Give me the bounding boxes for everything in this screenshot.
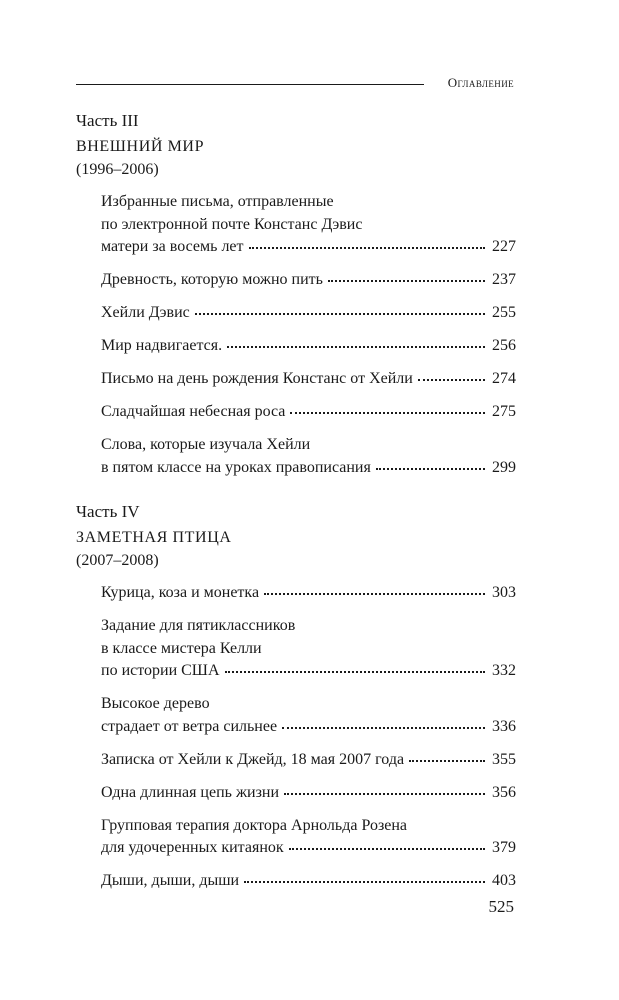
toc-entry-title-line: по электронной почте Констанс Дэвис — [101, 215, 363, 233]
part-section — [76, 109, 516, 490]
part-section — [76, 500, 516, 903]
toc-entry-title-line: Древность, которую можно пить — [101, 271, 323, 288]
part-years: (2007–2008) — [76, 552, 159, 569]
toc-entry-title-line: матери за восемь лет — [101, 238, 244, 255]
toc-entry-page: 256 — [492, 337, 516, 354]
toc-entry-title-line: Курица, коза и монетка — [101, 584, 260, 601]
toc-entry[interactable] — [101, 749, 516, 772]
dot-leader — [289, 848, 485, 850]
dot-leader — [409, 760, 485, 762]
part-label: Часть IV — [76, 502, 140, 521]
toc-entry[interactable] — [101, 191, 516, 259]
dot-leader — [328, 280, 485, 282]
toc-entry[interactable] — [101, 693, 516, 738]
toc-entry[interactable] — [101, 434, 516, 479]
page-number: 525 — [488, 897, 514, 916]
header-rule — [76, 84, 424, 85]
toc-entry-title-line: страдает от ветра сильнее — [101, 717, 278, 735]
dot-leader — [244, 881, 485, 883]
toc-entry-title-line: Задание для пятиклассников — [101, 617, 296, 634]
toc-entry-page: 227 — [492, 238, 516, 255]
toc-entry-page: 355 — [492, 750, 516, 768]
toc-entry-page: 379 — [492, 839, 516, 856]
toc-entries — [76, 191, 516, 479]
toc-entry-title-line: в пятом классе на уроках правописания — [101, 458, 371, 476]
part-name: ЗАМЕТНАЯ ПТИЦА — [76, 529, 232, 546]
toc-entry[interactable] — [101, 401, 516, 424]
toc-entry-page: 403 — [492, 872, 516, 889]
toc-entry[interactable] — [101, 302, 516, 325]
running-header-title: Оглавление — [447, 75, 514, 90]
toc-entry[interactable] — [101, 269, 516, 292]
toc-entry[interactable] — [101, 582, 516, 605]
dot-leader — [227, 346, 485, 348]
toc-entry-title-line: в классе мистера Келли — [101, 639, 262, 657]
part-name: ВНЕШНИЙ МИР — [76, 138, 205, 155]
toc-entry[interactable] — [101, 782, 516, 805]
dot-leader — [195, 313, 485, 315]
toc-entry-title-line: Хейли Дэвис — [101, 304, 190, 321]
toc-entry[interactable] — [101, 335, 516, 358]
dot-leader — [284, 793, 485, 795]
toc-entry-title-line: Одна длинная цепь жизни — [101, 783, 280, 801]
dot-leader — [249, 247, 485, 249]
toc-entry-page: 332 — [492, 662, 516, 679]
dot-leader — [290, 412, 485, 414]
toc-entry-page: 275 — [492, 403, 516, 420]
dot-leader — [376, 468, 485, 470]
toc-entry[interactable] — [101, 368, 516, 391]
toc-entry[interactable] — [101, 815, 516, 860]
toc-entry-title-line: по истории США — [101, 662, 220, 679]
toc-entry-page: 274 — [492, 370, 516, 387]
toc-entry[interactable] — [101, 870, 516, 893]
toc-entry-title-line: для удочеренных китаянок — [101, 839, 284, 856]
toc-entry-title-line: Письмо на день рождения Констанс от Хейли — [101, 370, 413, 387]
dot-leader — [264, 593, 485, 595]
toc-entry-page: 303 — [492, 584, 516, 601]
toc-entry-title-line: Сладчайшая небесная роса — [101, 403, 286, 420]
dot-leader — [418, 379, 485, 381]
toc-entry-title-line: Избранные письма, отправленные — [101, 193, 334, 210]
toc-entry-title-line: Слова, которые изучала Хейли — [101, 436, 311, 453]
toc-entry-page: 356 — [492, 783, 516, 801]
part-years: (1996–2006) — [76, 161, 159, 178]
toc-entry-page: 299 — [492, 458, 516, 476]
dot-leader — [282, 727, 485, 729]
dot-leader — [225, 671, 486, 673]
toc-entry-title-line: Записка от Хейли к Джейд, 18 мая 2007 года — [101, 750, 405, 768]
toc-entry-title-line: Групповая терапия доктора Арнольда Розена — [101, 816, 408, 834]
toc-entry-title-line: Мир надвигается. — [101, 337, 223, 354]
toc-entry-title-line: Дыши, дыши, дыши — [101, 872, 240, 889]
toc-entry-title-line: Высокое дерево — [101, 695, 210, 712]
toc-entry-page: 255 — [492, 304, 516, 321]
toc-entries — [76, 582, 516, 893]
toc-entry-page: 237 — [492, 271, 516, 288]
toc-entry-page: 336 — [492, 717, 516, 735]
part-label: Часть III — [76, 111, 139, 130]
toc-entry[interactable] — [101, 615, 516, 683]
